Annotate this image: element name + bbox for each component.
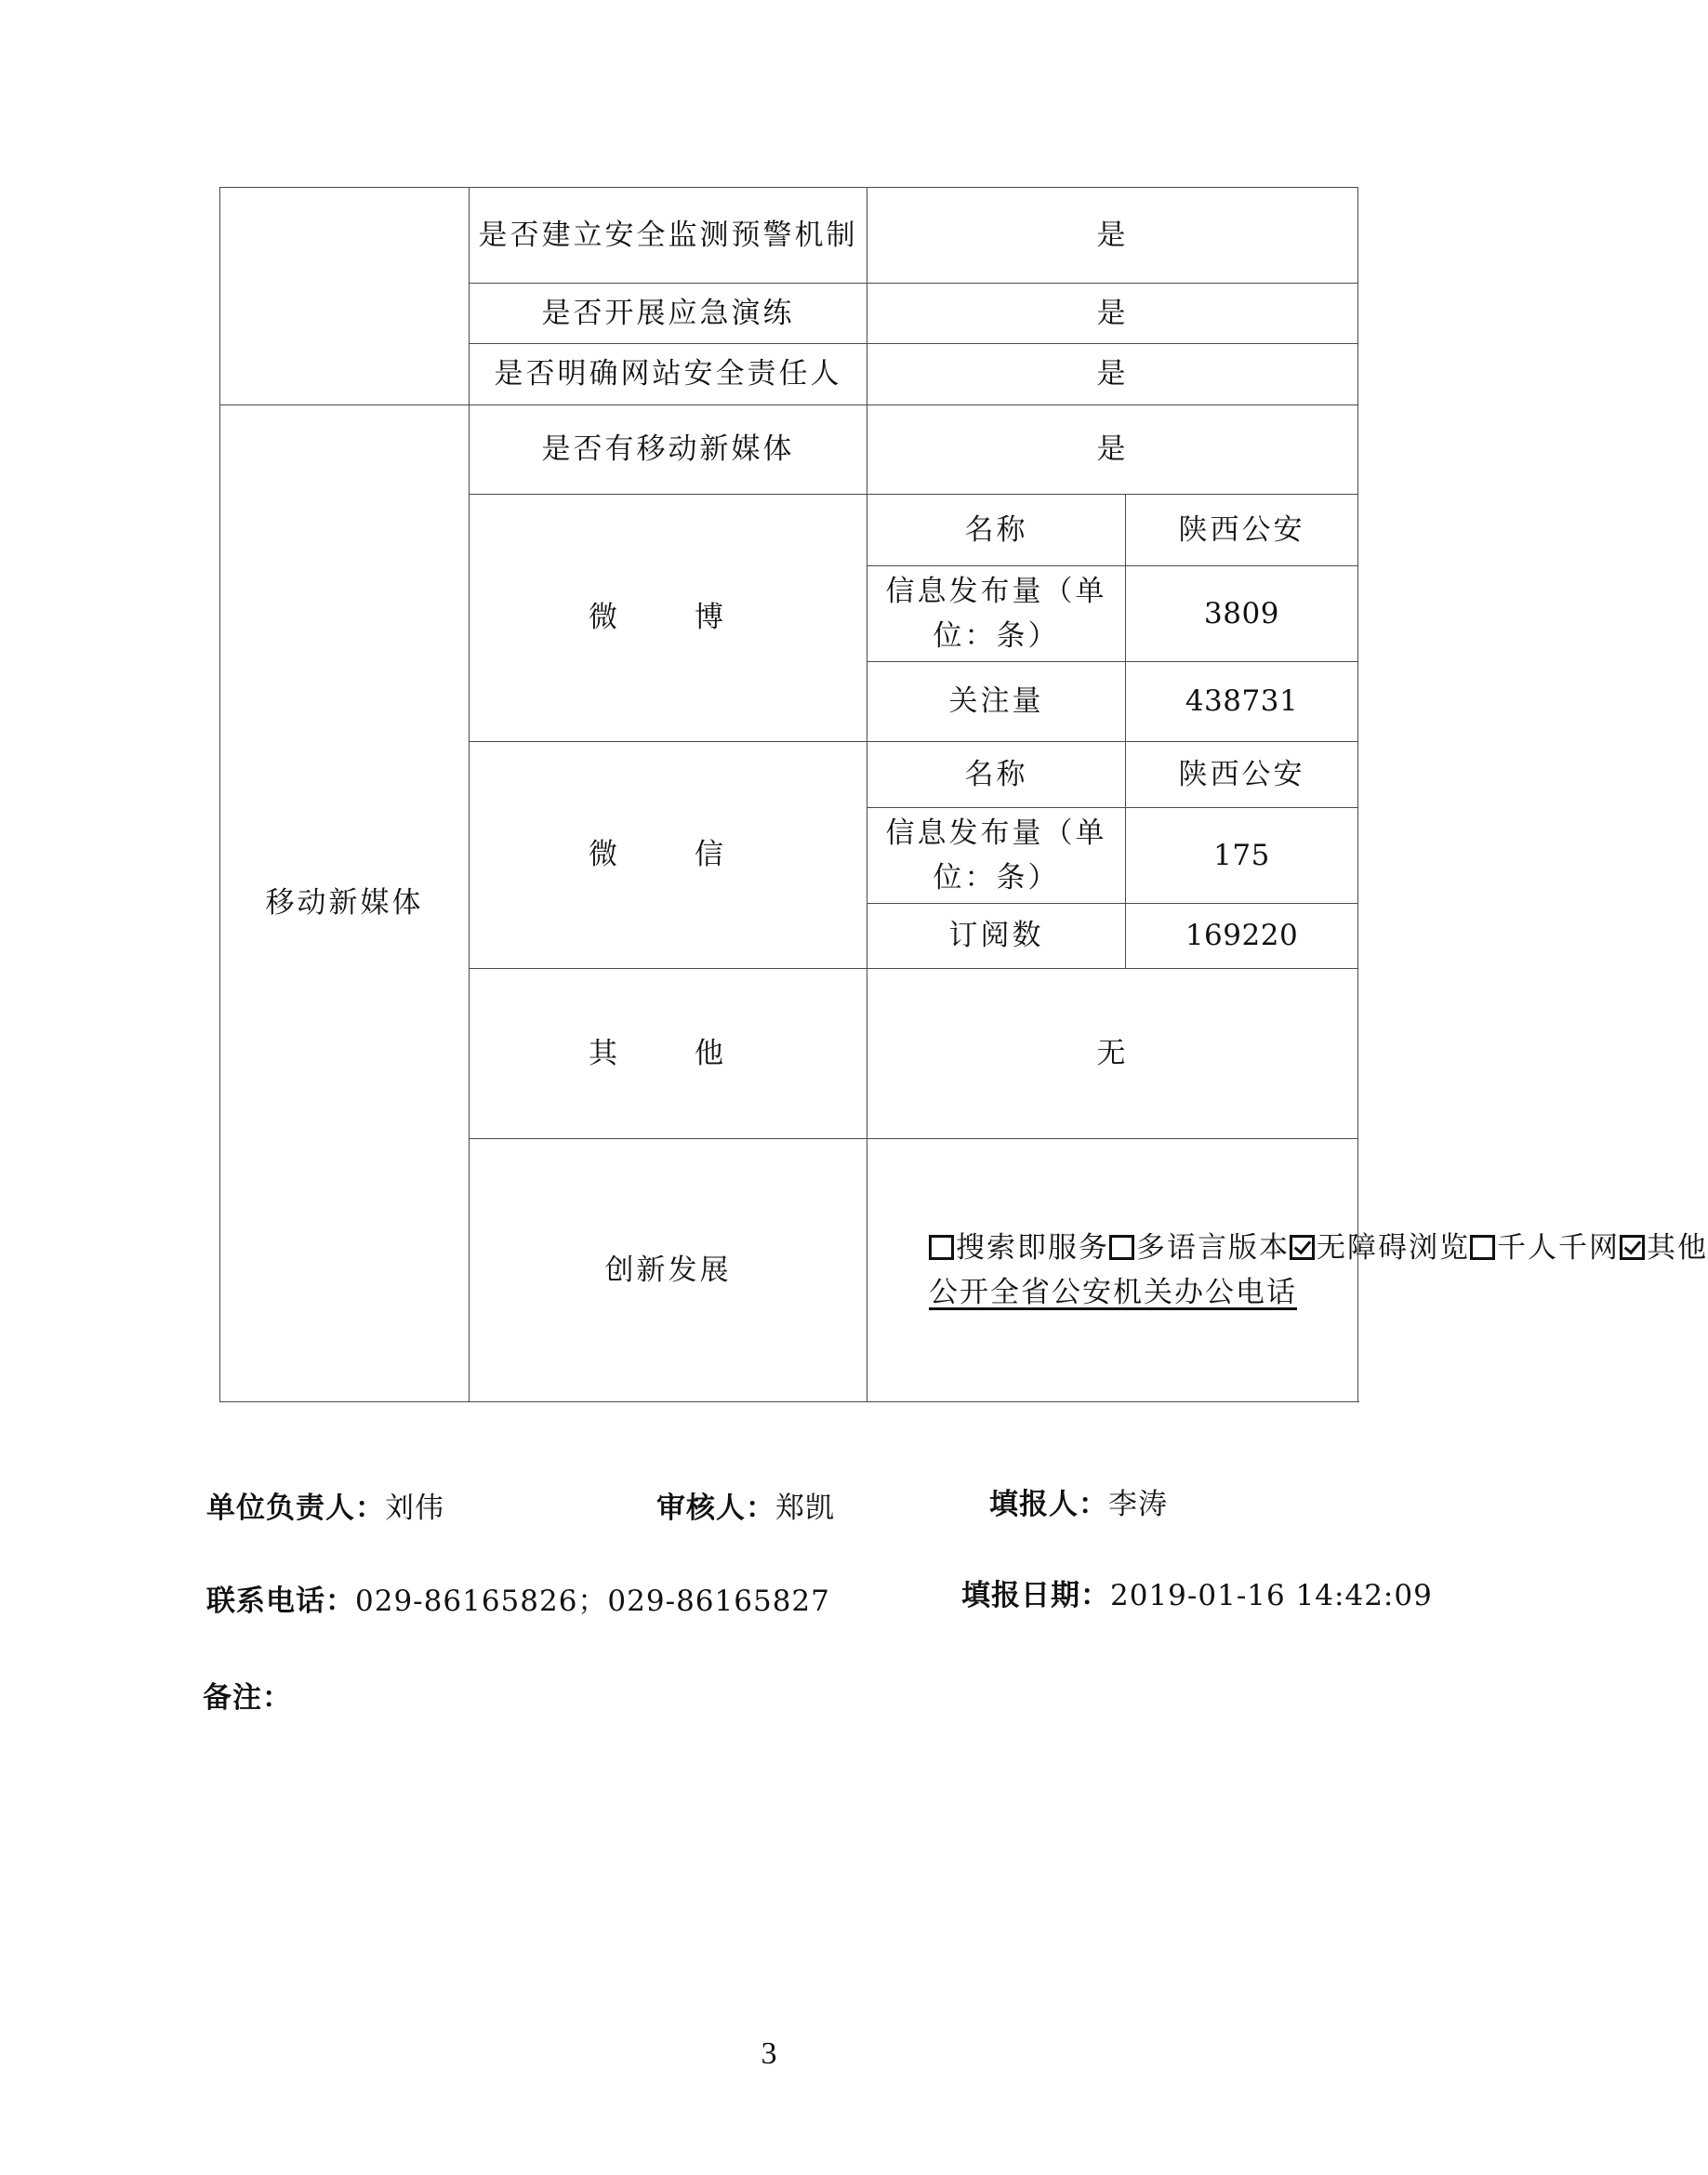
innovation-options-line: [929, 1226, 1708, 1270]
weibo-followers-value: 438731: [1126, 662, 1358, 742]
filler-label: 填报人：: [989, 1488, 1108, 1521]
weibo-name-value: 陕西公安: [1126, 495, 1358, 566]
phone-line: [206, 1577, 830, 1619]
other-media-value: 无: [867, 969, 1358, 1139]
other-media-label: 其 他: [470, 969, 867, 1139]
security-label-cell: 是否明确网站安全责任人: [470, 344, 867, 405]
wechat-posts-value: 175: [1126, 808, 1358, 904]
option-label: 无障碍浏览: [1317, 1230, 1470, 1265]
innovation-section-label: 创新发展: [470, 1139, 867, 1402]
wechat-posts-label: 信息发布量（单位：条）: [867, 808, 1126, 904]
reviewer-line: [656, 1484, 835, 1526]
filler-line: [989, 1480, 1168, 1522]
date-value: 2019-01-16 14:42:09: [1110, 1579, 1433, 1612]
page-number: 3: [761, 2036, 777, 2071]
weibo-followers-label: 关注量: [867, 662, 1126, 742]
date-label: 填报日期：: [961, 1579, 1110, 1612]
mobile-media-section-label: 移动新媒体: [220, 405, 470, 1402]
security-value-cell: 是: [867, 344, 1358, 405]
unit-head-line: [206, 1484, 444, 1526]
remark-line: [203, 1674, 292, 1716]
report-table: [219, 187, 1708, 1402]
checkbox-accessibility[interactable]: [1290, 1235, 1315, 1260]
date-line: [961, 1572, 1433, 1613]
security-value-cell: 是: [867, 188, 1358, 284]
innovation-options-cell: [867, 1139, 1708, 1402]
phone-label: 联系电话：: [206, 1585, 355, 1618]
weibo-label: 微 博: [470, 495, 867, 742]
phone-value: 029-86165826；029-86165827: [355, 1585, 830, 1618]
wechat-name-value: 陕西公安: [1126, 742, 1358, 808]
checkbox-multilingual[interactable]: [1109, 1235, 1134, 1260]
unit-head-value: 刘伟: [385, 1492, 444, 1525]
security-label-cell: 是否开展应急演练: [470, 284, 867, 344]
option-label: 千人千网: [1497, 1230, 1620, 1265]
wechat-subscribers-value: 169220: [1126, 904, 1358, 969]
option-label: 搜索即服务: [956, 1230, 1109, 1265]
checkbox-search-service[interactable]: [929, 1235, 954, 1260]
wechat-subscribers-label: 订阅数: [867, 904, 1126, 969]
wechat-name-label: 名称: [867, 742, 1126, 808]
unit-head-label: 单位负责人：: [206, 1492, 385, 1525]
innovation-other-note: 公开全省公安机关办公电话: [929, 1276, 1297, 1309]
reviewer-label: 审核人：: [656, 1492, 775, 1525]
remark-label: 备注：: [203, 1681, 292, 1715]
weibo-posts-label: 信息发布量（单位：条）: [867, 566, 1126, 662]
security-section-cell: [220, 188, 470, 405]
reviewer-value: 郑凯: [775, 1492, 835, 1525]
security-value-cell: 是: [867, 284, 1358, 344]
filler-value: 李涛: [1108, 1488, 1168, 1521]
weibo-name-label: 名称: [867, 495, 1126, 566]
option-label: 其他: [1647, 1230, 1708, 1265]
security-label-cell: 是否建立安全监测预警机制: [470, 188, 867, 284]
has-mobile-media-value: 是: [867, 405, 1358, 495]
weibo-posts-value: 3809: [1126, 566, 1358, 662]
wechat-label: 微 信: [470, 742, 867, 969]
checkbox-personalized[interactable]: [1470, 1235, 1495, 1260]
has-mobile-media-label: 是否有移动新媒体: [470, 405, 867, 495]
option-label: 多语言版本: [1136, 1230, 1290, 1265]
checkbox-other[interactable]: [1620, 1235, 1645, 1260]
